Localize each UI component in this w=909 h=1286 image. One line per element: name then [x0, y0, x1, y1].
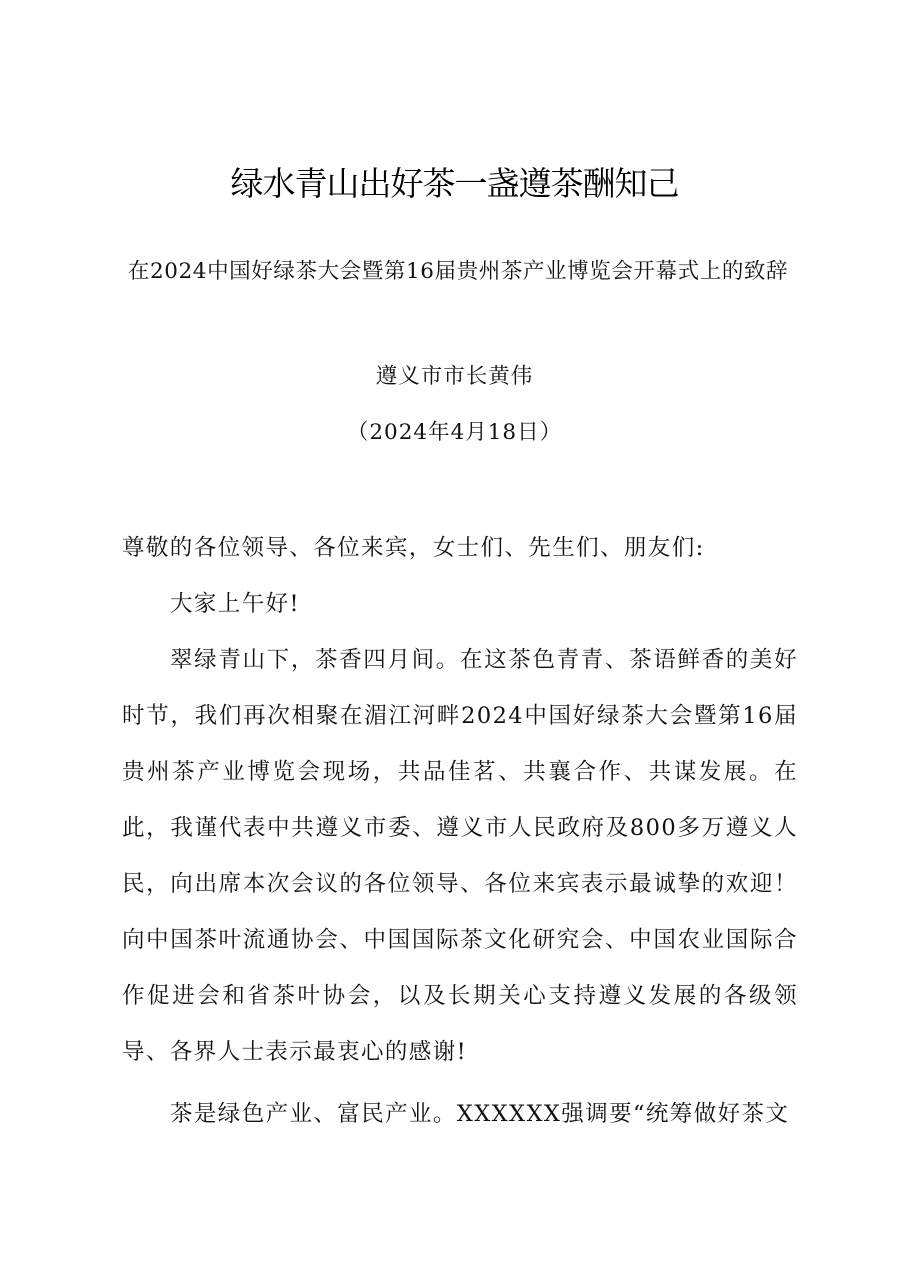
greeting-paragraph: 大家上午好!	[170, 591, 300, 617]
document-title: 绿水青山出好茶一盏遵茶酬知己	[230, 164, 679, 203]
document-subtitle: 在2024中国好绿茶大会暨第16届贵州茶产业博览会开幕式上的致辞	[127, 259, 789, 284]
tea-industry-paragraph: 茶是绿色产业、富民产业。XXXXXX强调要“统筹做好茶文	[170, 1101, 790, 1127]
salutation: 尊敬的各位领导、各位来宾，女士们、先生们、朋友们:	[122, 535, 705, 561]
speaker-line: 遵义市市长黄伟	[375, 364, 534, 389]
speech-date: （2024年4月18日）	[346, 420, 563, 445]
welcome-paragraph: 翠绿青山下，茶香四月间。在这茶色青青、茶语鲜香的美好时节，我们再次相聚在湄江河畔2024中国好绿茶大会暨第16届贵州茶产业博览会现场，共品佳茗、共襄合作、共谋发展。在此，我谨代表中共遵义市委、遵义市人民政府及800多万遵义人民，向出席本次会议的各位领导、各位来宾表示最诚挚的欢迎！向中国茶叶流通协会、中国国际茶文化研究会、中国农业国际合作促进会和省茶叶协会，以及长期关心支持遵义发展的各级领导、各界人士表示最衷心的感谢!	[122, 647, 798, 1065]
